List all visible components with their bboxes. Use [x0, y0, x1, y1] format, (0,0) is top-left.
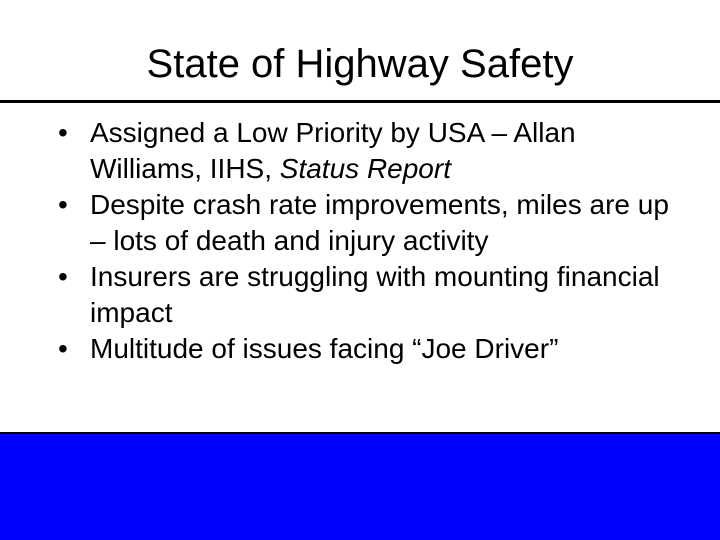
title-divider [0, 100, 720, 103]
bullet-text-italic: Status Report [279, 153, 451, 184]
slide-title: State of Highway Safety [146, 42, 574, 86]
bullet-item [58, 187, 678, 259]
bullet-item [58, 259, 678, 331]
bullet-text [90, 117, 576, 184]
bullet-text-main: Assigned a Low Priority by USA – Allan Williams, IIHS, [90, 117, 576, 184]
bullet-item [58, 115, 678, 187]
bullet-list [58, 115, 678, 367]
bullet-text: Despite crash rate improvements, miles are up – lots of death and injury activity [90, 189, 669, 256]
bullet-icon: • [58, 333, 68, 364]
bullet-icon: • [58, 261, 68, 292]
bullet-item [58, 331, 678, 367]
bullet-text: Insurers are struggling with mounting financial impact [90, 261, 660, 328]
bullet-icon: • [58, 117, 68, 148]
bullet-text: Multitude of issues facing “Joe Driver” [90, 333, 559, 364]
bullet-icon: • [58, 189, 68, 220]
footer-band [0, 432, 720, 540]
